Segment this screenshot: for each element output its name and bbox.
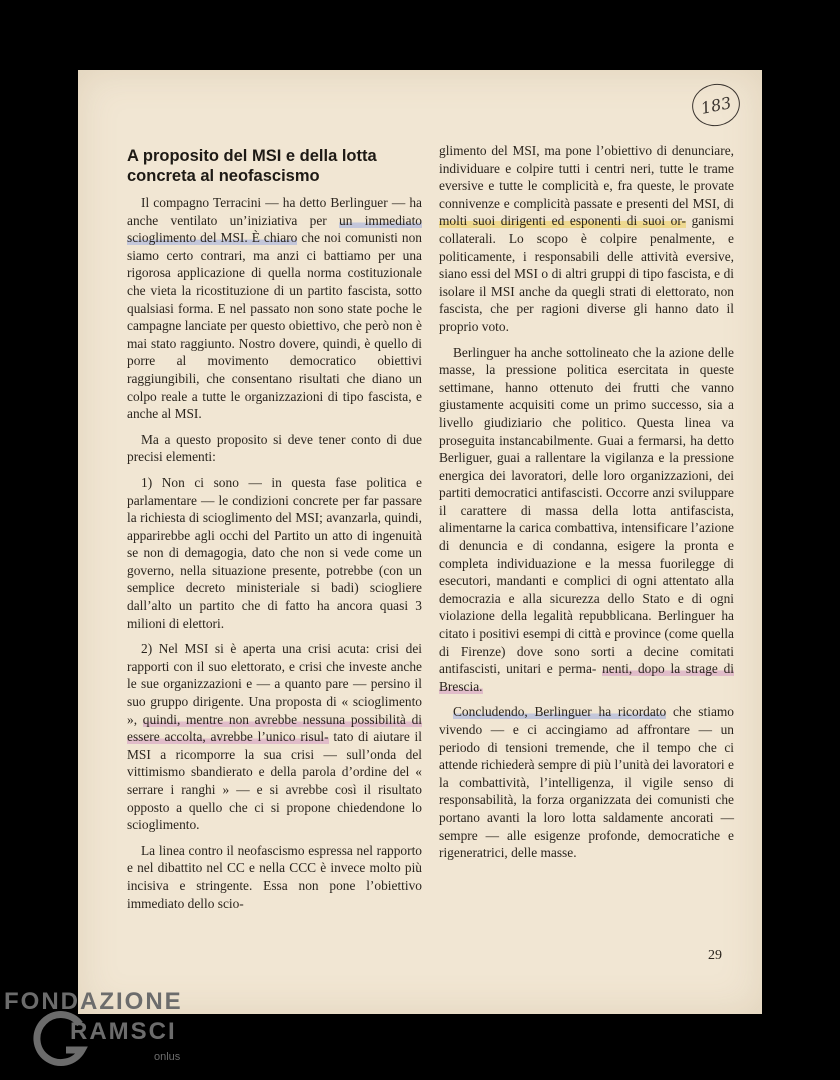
paragraph-text: glimento del MSI, ma pone l’obiettivo di denunciare, individuare e colpire tutti i centri neri, tutte le trame eversive e tutte le complicità e, fra queste, le provate connivenze e complicità passate e presenti del MSI, di: [439, 143, 734, 211]
paragraph: [127, 640, 422, 834]
page-number: 29: [708, 948, 722, 963]
paragraph: [127, 194, 422, 423]
highlighted-text: Concludendo, Berlinguer ha ricordato: [453, 704, 667, 720]
highlighted-text: un immediato scioglimento del MSI. È chiaro: [127, 212, 422, 246]
watermark-line2: RAMSCI: [70, 1018, 177, 1045]
paragraph-text: 2) Nel MSI si è aperta una crisi acuta: crisi dei rapporti con il suo elettorato, e crisi che investe anche le sue organizzazioni e — a quanto pare — persino il suo gruppo dirigente. Una proposta di « scioglimento »,: [127, 641, 422, 727]
paragraph: [439, 344, 734, 696]
paragraph: Ma a questo proposito si deve tener conto di due precisi elementi:: [127, 431, 422, 465]
highlighted-text: nenti, dopo la strage di Brescia.: [439, 661, 734, 694]
paragraph-text: che noi comunisti non siamo certo contrari, ma anzi ci battiamo per una rigorosa applicazione di quella norma costituzionale che vieta la ricostituzione di un partito fascista, sotto qualsiasi forma. E nel passato non sono state poche le campagne lanciate per questo obiettivo, che però non è mai stato raggiunto. Nostro dovere, quindi, è quello di porre al movimento democratico obiettivi raggiungibili, che consentano risultati che diano un colpo reale a tutte le organizzazioni di tipo fascista, e anche al MSI.: [127, 230, 422, 422]
paragraph-text: tato di aiutare il MSI a ricomporre la sua crisi — sull’onda del vittimismo sbandierato e della parola d’ordine del « serrare i ranghi » — e si avrebbe così il risultato opposto a quello che ci si propone chiedendone lo scioglimento.: [127, 729, 422, 833]
paragraph: 1) Non ci sono — in questa fase politica e parlamentare — le condizioni concrete per far passare la richiesta di scioglimento del MSI; avanzarla, quindi, apparirebbe agli occhi del Partito un atto di ingenuità se non di demagogia, dato che non si vede come un governo, nella situazione presente, potrebbe (con un semplice decreto ministeriale si badi) sciogliere dall’alto un partito che di fatto ha ancora quasi 3 milioni di elettori.: [127, 474, 422, 631]
paragraph: La linea contro il neofascismo espressa nel rapporto e nel dibattito nel CC e nella CCC è invece molto più incisiva e stringente. Essa non pone l’obiettivo immediato dello scio-: [127, 842, 422, 911]
watermark-line3: onlus: [154, 1051, 181, 1063]
handwritten-number: 183: [699, 92, 733, 118]
paragraph-text: che stiamo vivendo — e ci accingiamo ad affrontare — un periodo di tensioni tremende, che il tempo che ci attende richiederà sempre di più l’unità dei lavoratori e la combattività, l’intelligenza, il vigile senso di responsabilità, la forza organizzata dei comunisti che portano avanti la loro lotta saldamente ancorati — sempre — alle esigenze profonde, democratiche e rigeneratrici, delle masse.: [439, 704, 734, 861]
paragraph-text: ganismi collaterali. Lo scopo è colpire penalmente, e politicamente, i responsabili delle attività eversive, siano essi del MSI o di altri gruppi di tipo fascista, e di isolare il MSI anche da quegli strati di elettorato, non fascista, che per ragioni diverse gli hanno dato il proprio voto.: [439, 213, 734, 334]
left-column: [127, 146, 422, 920]
paragraph-text: Berlinguer ha anche sottolineato che la azione delle masse, la pressione politica esercitata in queste settimane, hanno ottenuto dei frutti che vanno giustamente acquisiti come un primo successo, sia a livello giudiziario che politico. Questa linea va proseguita instancabilmente. Guai a fermarsi, ha detto Berliguer, guai a rallentare la vigilanza e la pressione energica dei lavoratori, delle loro organizzazioni, dei partiti democratici antifascisti. Occorre anzi sviluppare il carattere di massa della lotta antifascista, alimentarne la carica combattiva, intensificare l’azione di denuncia e di condanna, esigere la pronta e completa individuazione e la messa fuorilegge di esecutori, mandanti e complici di ogni attentato alla democrazia e alla sicurezza dello Stato e di ogni violazione della legalità repubblicana. Berlinguer ha citato i positivi esempi di città e province (come quella di Firenze) dove sono sorti a decine comitati antifascisti, unitari e perma-: [439, 344, 734, 677]
paragraph: [439, 703, 734, 861]
paragraph-text: Il compagno Terracini — ha detto Berlinguer — ha anche ventilato un’iniziativa per: [127, 195, 422, 228]
highlighted-text: molti suoi dirigenti ed esponenti di suoi or-: [439, 213, 686, 229]
article-title: A proposito del MSI e della lotta concreta al neofascismo: [127, 147, 377, 185]
right-column: [439, 142, 734, 870]
fondazione-gramsci-watermark: [4, 988, 214, 1078]
scanned-page: [78, 70, 762, 1014]
paragraph: [439, 142, 734, 336]
watermark-line1: FONDAZIONE: [4, 988, 183, 1015]
highlighted-text: quindi, mentre non avrebbe nessuna possibilità di essere accolta, avrebbe l’unico risul-: [127, 711, 422, 745]
archive-page-stamp: [688, 79, 744, 130]
